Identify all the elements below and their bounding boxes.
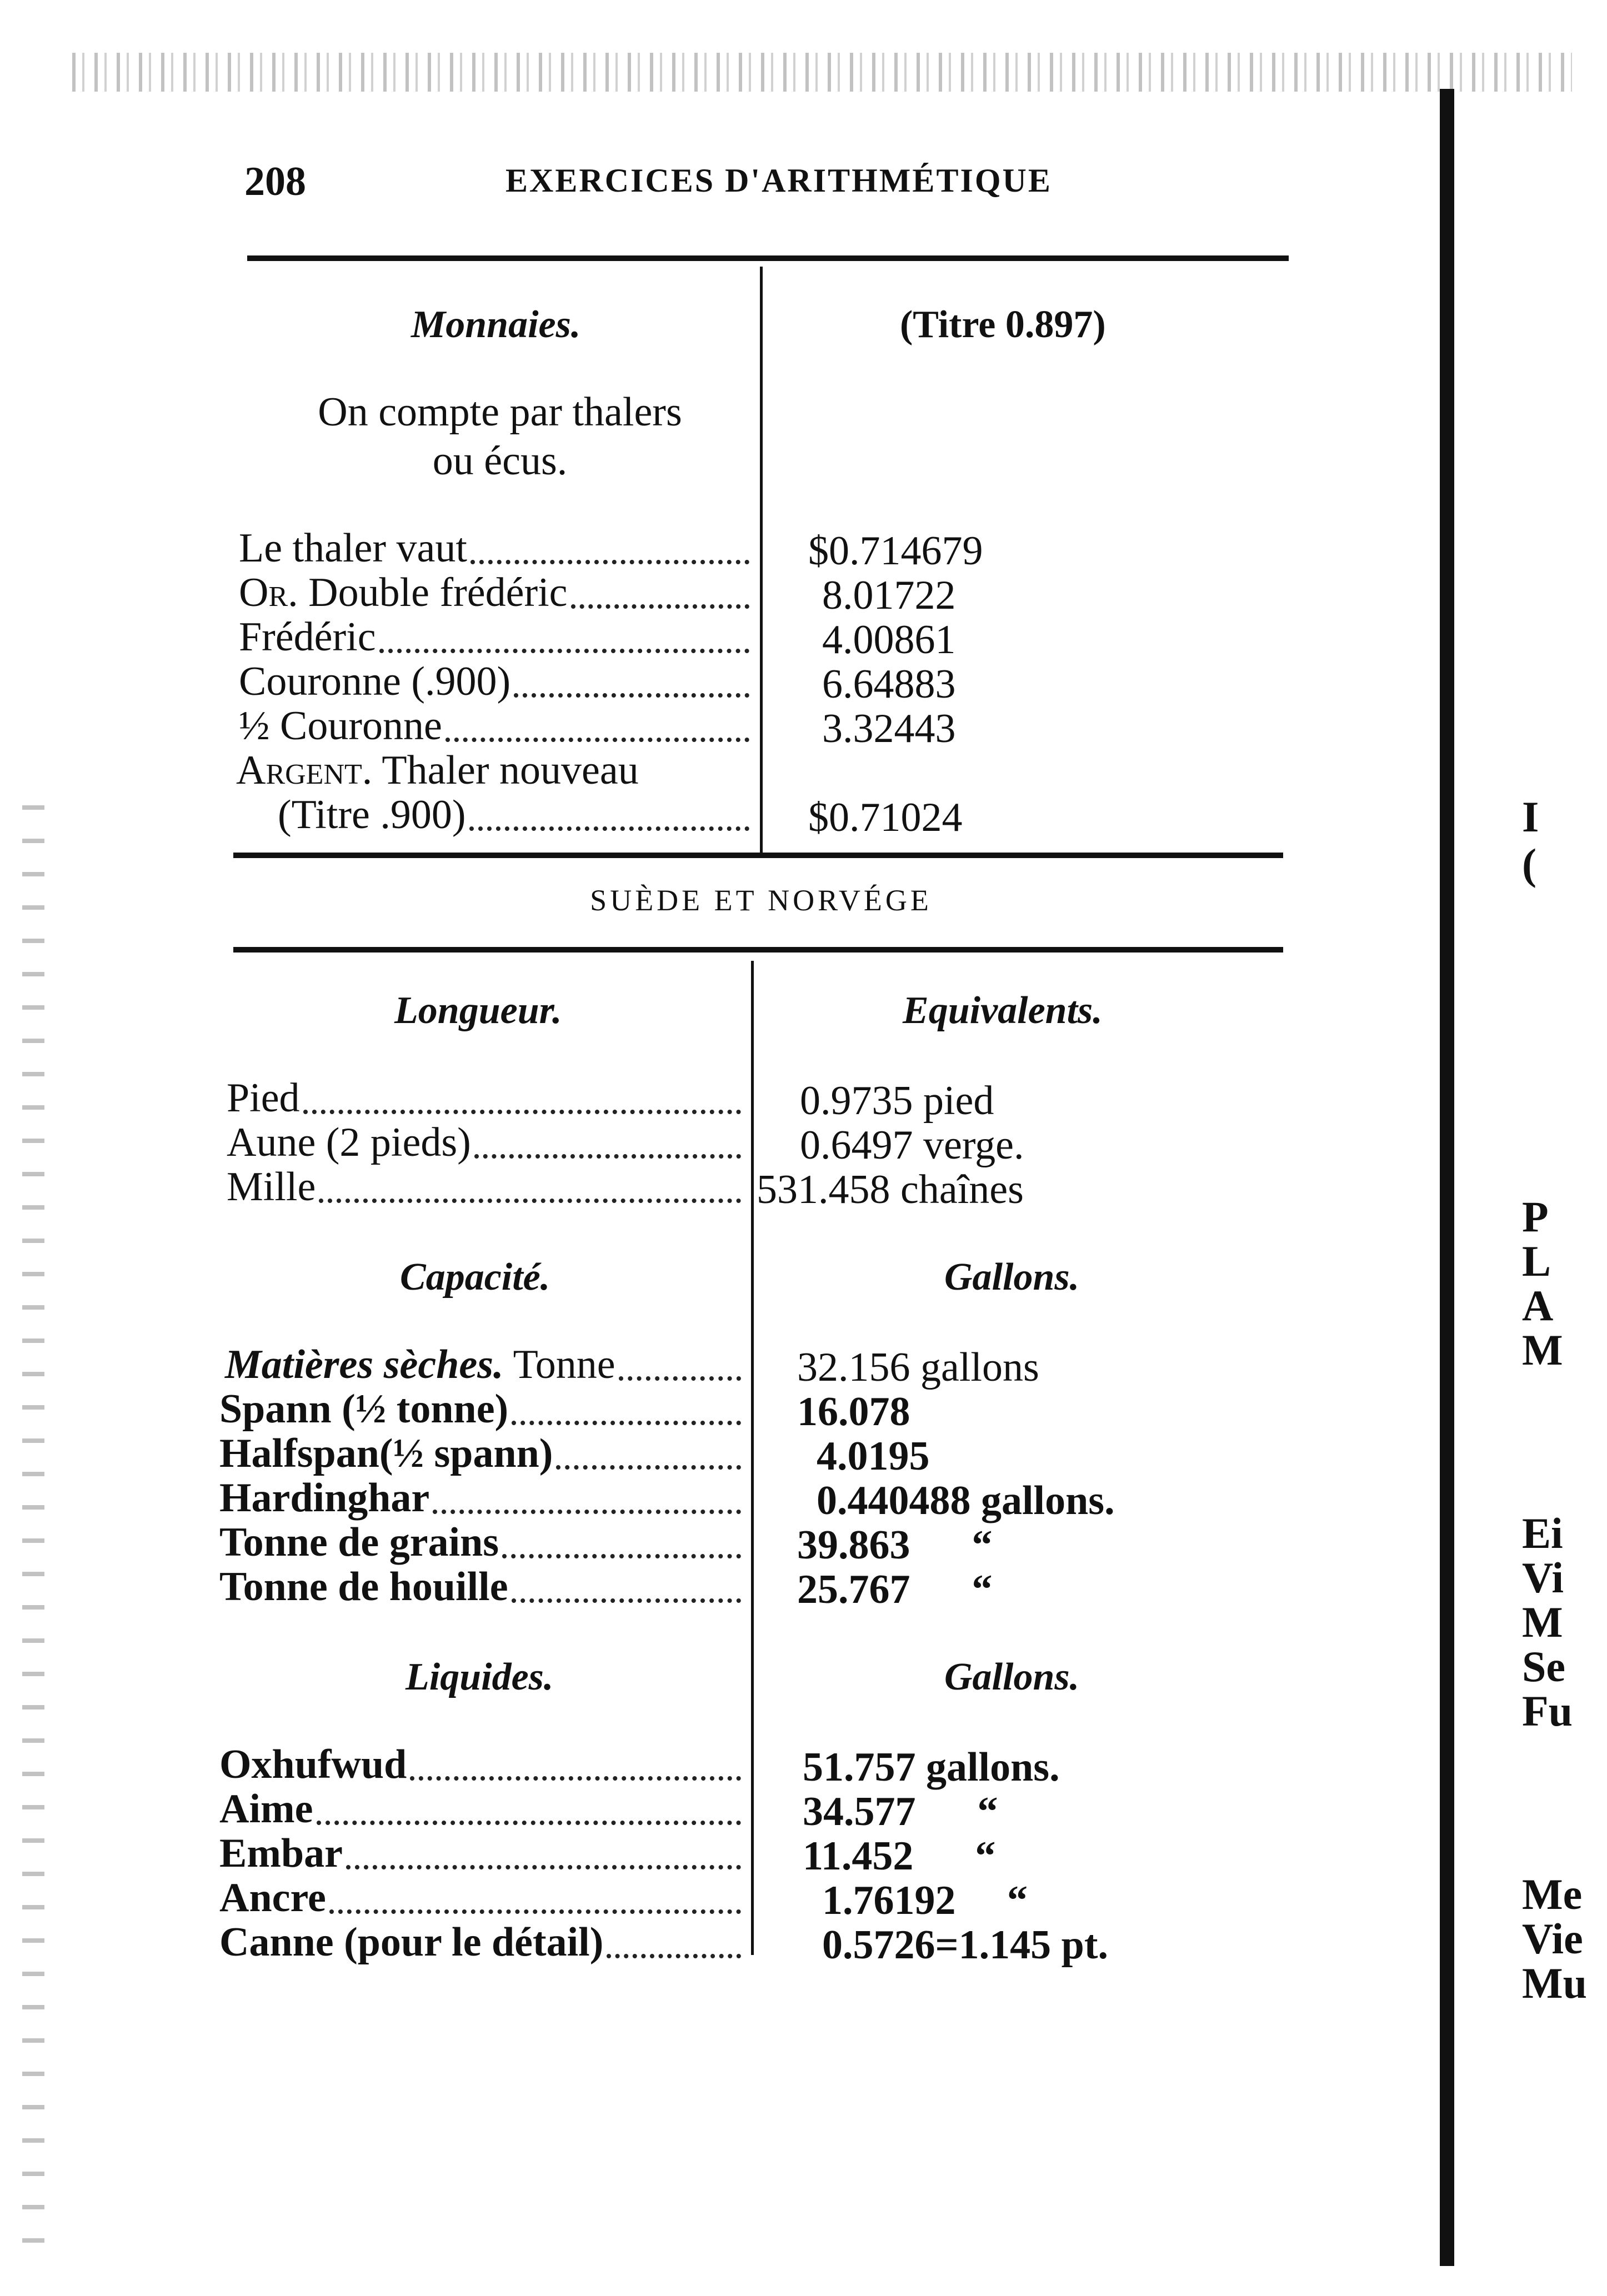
row-label: Couronne (.900) xyxy=(239,659,511,704)
leader-dots xyxy=(571,604,750,609)
leader-dots xyxy=(512,1598,741,1603)
leader-dots xyxy=(445,738,749,742)
row-label: Aune (2 pieds) xyxy=(227,1120,471,1165)
row-label: Ancre xyxy=(219,1875,326,1921)
leader-dots xyxy=(433,1510,741,1514)
section-title-suede: SUÈDE ET NORVÉGE xyxy=(590,884,932,917)
intro-line-2: ou écus. xyxy=(432,438,568,484)
row-argent-thaler xyxy=(236,750,755,794)
row-label: Pied xyxy=(227,1075,300,1121)
row-pied xyxy=(227,1077,744,1122)
row-label: Argent. Thaler nouveau xyxy=(236,748,639,793)
row-value: 25.767 “ xyxy=(797,1567,993,1612)
heading-titre xyxy=(900,303,1106,347)
row-value: 51.757 gallons. xyxy=(803,1744,1060,1790)
top-rule xyxy=(247,255,1289,261)
row-label: Tonne de houille xyxy=(219,1564,508,1610)
fragment: Vi xyxy=(1522,1553,1564,1602)
row-titre-900 xyxy=(278,794,753,839)
row-value: 4.0195 xyxy=(817,1433,930,1479)
row-aime xyxy=(219,1788,744,1833)
row-label: Oxhufwud xyxy=(219,1742,407,1787)
row-double-frederic xyxy=(239,572,753,616)
column-divider-suede xyxy=(751,961,754,1955)
row-value: 0.6497 verge. xyxy=(800,1122,1024,1168)
heading-equivalents: Equivalents. xyxy=(903,989,1103,1032)
row-canne xyxy=(219,1919,744,1966)
fragment: I xyxy=(1522,793,1539,841)
row-value: 0.9735 pied xyxy=(800,1078,994,1124)
heading-gallons-liquides: Gallons. xyxy=(944,1656,1080,1698)
row-label: Mille xyxy=(227,1164,316,1210)
row-value: 0.5726=1.145 pt. xyxy=(822,1922,1108,1968)
row-value: 3.32443 xyxy=(822,706,956,751)
leader-dots xyxy=(470,560,749,564)
row-value: 11.452 “ xyxy=(803,1833,996,1879)
row-label: Frédéric xyxy=(239,614,376,660)
row-hardinghar xyxy=(219,1477,744,1522)
row-tonne xyxy=(225,1344,744,1388)
row-frederic xyxy=(239,616,753,661)
scan-noise-top xyxy=(72,53,1572,92)
fragment: Fu xyxy=(1522,1687,1573,1735)
column-divider-monnaies xyxy=(760,267,763,855)
row-value: 34.577 “ xyxy=(803,1789,998,1834)
row-label: Canne (pour le détail) xyxy=(219,1919,604,1965)
fragment: M xyxy=(1522,1326,1563,1374)
fragment: Vie xyxy=(1522,1914,1583,1963)
row-couronne xyxy=(239,661,753,705)
row-tonne-grains xyxy=(219,1522,744,1566)
row-value: $0.714679 xyxy=(808,528,983,574)
fragment: Me xyxy=(1522,1870,1583,1918)
page-number: 208 xyxy=(244,159,306,204)
section-rule-bottom xyxy=(233,947,1283,953)
leader-dots xyxy=(317,1821,742,1825)
leader-dots xyxy=(319,1199,741,1203)
row-label: Tonne de grains xyxy=(219,1520,499,1565)
leader-dots xyxy=(619,1376,741,1381)
row-value: 39.863 “ xyxy=(797,1522,993,1568)
scan-noise-left xyxy=(22,805,44,2249)
row-aune xyxy=(227,1122,744,1166)
row-spann xyxy=(219,1388,744,1433)
fragment: ( xyxy=(1522,840,1536,888)
row-oxhufwud xyxy=(219,1744,744,1788)
row-label: Spann (½ tonne) xyxy=(219,1386,509,1432)
heading-gallons-capacite: Gallons. xyxy=(944,1256,1080,1299)
row-label: (Titre .900) xyxy=(278,792,466,838)
row-embar xyxy=(219,1833,744,1877)
metal-label-argent: Argent. xyxy=(236,748,373,793)
row-label: Aime xyxy=(219,1786,313,1832)
leader-dots xyxy=(329,1909,741,1914)
leader-dots xyxy=(474,1154,741,1159)
metal-label-or: Or. xyxy=(239,570,298,615)
row-halfspan xyxy=(219,1433,744,1477)
row-value: $0.71024 xyxy=(808,795,963,840)
row-tonne-houille xyxy=(219,1566,744,1611)
row-label: Embar xyxy=(219,1831,343,1876)
row-value: 4.00861 xyxy=(822,617,956,663)
section-rule-top xyxy=(233,853,1283,858)
row-label: Or. Double frédéric xyxy=(239,570,568,615)
leader-dots xyxy=(469,826,750,831)
row-value: 16.078 xyxy=(797,1389,910,1435)
page-gutter xyxy=(1440,89,1454,2266)
leader-dots xyxy=(514,693,749,698)
row-value: 1.76192 “ xyxy=(822,1878,1028,1923)
row-thaler-vaut xyxy=(239,525,753,572)
row-value: 6.64883 xyxy=(822,661,956,707)
heading-longueur: Longueur. xyxy=(394,989,562,1032)
fragment: A xyxy=(1522,1281,1554,1330)
row-value: 0.440488 gallons. xyxy=(817,1478,1115,1523)
running-title: EXERCICES D'ARITHMÉTIQUE xyxy=(505,162,1052,199)
adjacent-page-fragments xyxy=(1522,794,1605,2016)
matieres-seches-label: Matières sèches. xyxy=(225,1342,504,1387)
leader-dots xyxy=(607,1954,741,1958)
fragment: M xyxy=(1522,1598,1563,1646)
row-label: ½ Couronne xyxy=(239,703,442,749)
leader-dots xyxy=(303,1110,741,1114)
heading-titre-text: (Titre 0.897) xyxy=(900,303,1106,346)
fragment: Ei xyxy=(1522,1509,1563,1557)
fragment: Se xyxy=(1522,1642,1565,1691)
row-value: 531.458 chaînes xyxy=(757,1167,1024,1212)
fragment: P xyxy=(1522,1192,1549,1241)
running-head xyxy=(244,158,1300,214)
row-mille xyxy=(227,1166,744,1211)
row-label: Le thaler vaut xyxy=(239,525,467,571)
heading-capacite: Capacité. xyxy=(400,1256,550,1299)
row-label: Hardinghar xyxy=(219,1475,430,1521)
row-label: Halfspan(½ spann) xyxy=(219,1431,553,1476)
row-label: Matières sèches. Tonne xyxy=(225,1342,615,1387)
fragment: Mu xyxy=(1522,1959,1587,2007)
row-demi-couronne xyxy=(239,705,753,750)
heading-liquides: Liquides. xyxy=(405,1656,554,1698)
leader-dots xyxy=(512,1421,741,1425)
leader-dots xyxy=(556,1465,741,1470)
row-ancre xyxy=(219,1877,744,1922)
leader-dots xyxy=(502,1554,741,1558)
leader-dots xyxy=(346,1865,741,1869)
leader-dots xyxy=(379,649,749,653)
row-value: 8.01722 xyxy=(822,573,956,618)
leader-dots xyxy=(410,1776,741,1781)
intro-line-1: On compte par thalers xyxy=(318,389,682,435)
fragment: L xyxy=(1522,1237,1551,1285)
row-value: 32.156 gallons xyxy=(797,1345,1039,1390)
heading-monnaies: Monnaies. xyxy=(411,303,581,346)
